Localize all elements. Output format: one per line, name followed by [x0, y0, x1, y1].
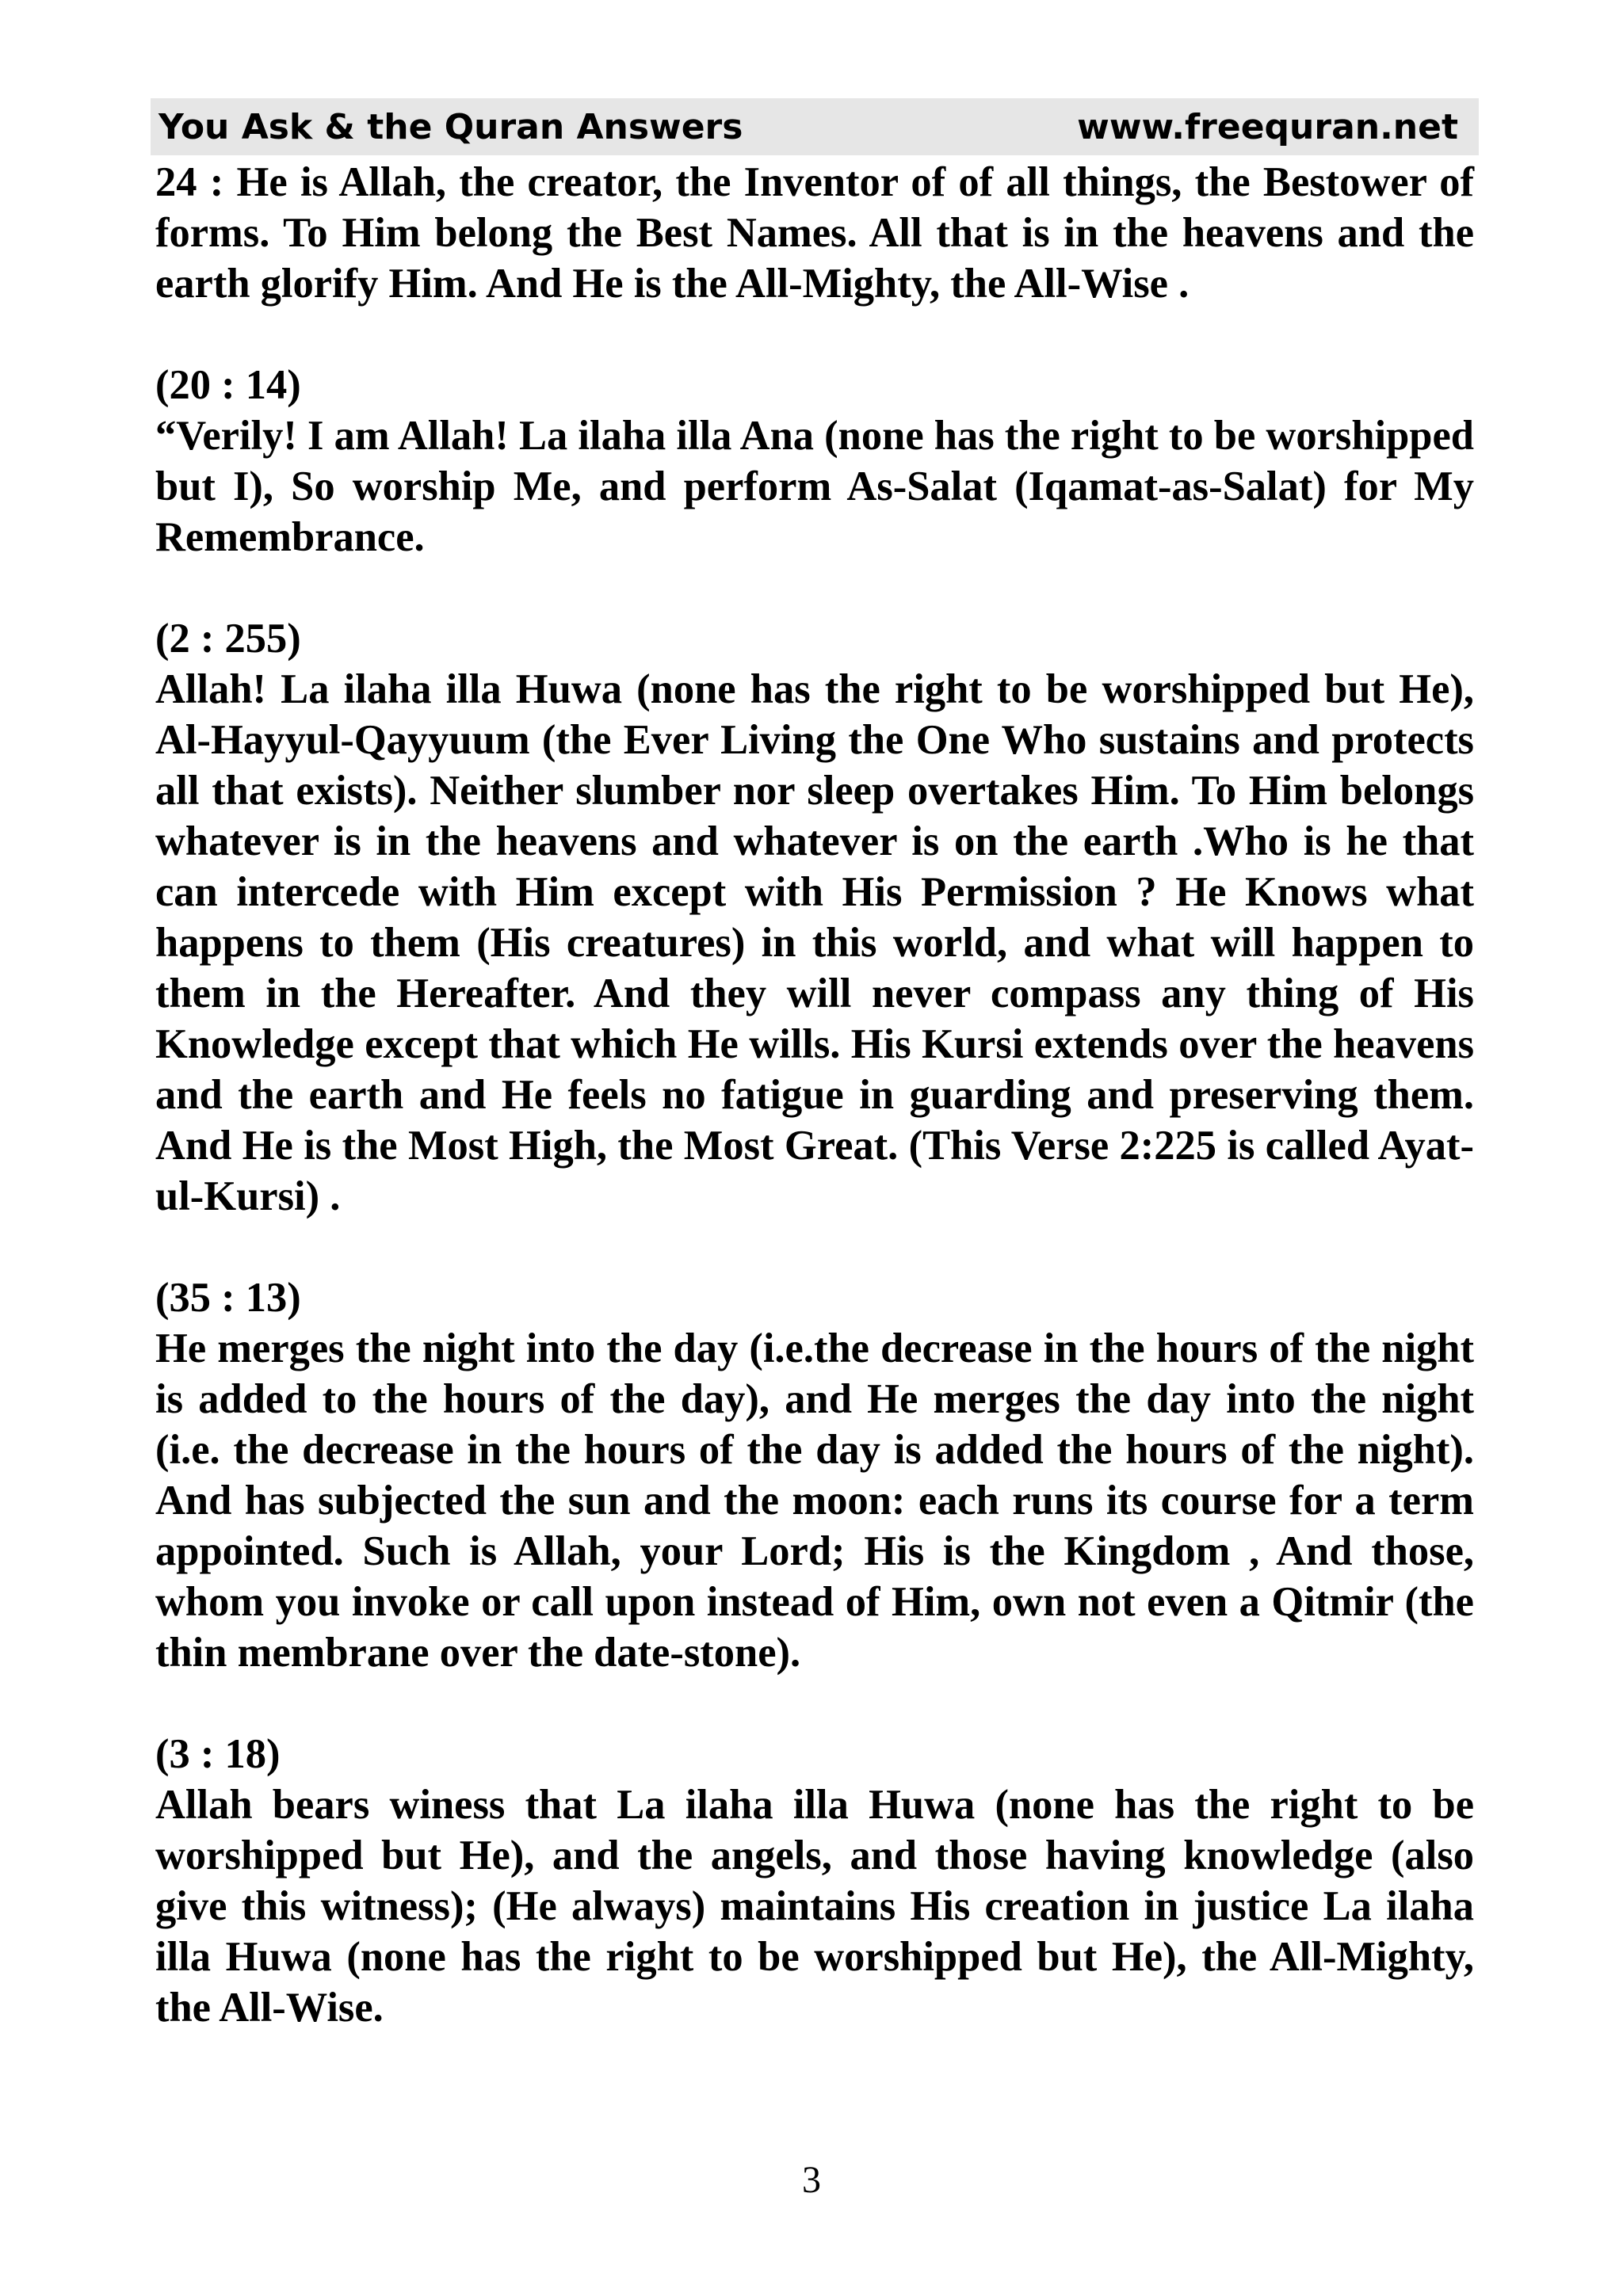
running-header [151, 98, 1479, 155]
page-content [155, 157, 1474, 2033]
verse-section [155, 613, 1474, 1222]
verse-reference: (35 : 13) [155, 1275, 301, 1321]
header-title: You Ask & the Quran Answers [158, 106, 743, 147]
verse-section [155, 360, 1474, 563]
header-url: www.freequran.net [1077, 106, 1458, 147]
verse-text: “Verily! I am Allah! La ilaha illa Ana (none has the right to be worshipped but I), So worship Me, and perform As-Salat (Iqamat-as-Salat) for My Remembrance. [155, 413, 1474, 560]
verse-section [155, 1729, 1474, 2033]
verse-reference: (3 : 18) [155, 1731, 281, 1777]
intro-verse-text: 24 : He is Allah, the creator, the Inventor of of all things, the Bestower of forms. To Him belong the Best Names. All that is in the heavens and the earth glorify Him. And He is the All-Mighty, the All-Wise . [155, 159, 1474, 307]
verse-text: Allah bears winess that La ilaha illa Huwa (none has the right to be worshipped but He), and the angels, and those having knowledge (also give this witness); (He always) maintains His creation in justice La ilaha illa Huwa (none has the right to be worshipped but He), the All-Mighty, the All-Wise. [155, 1782, 1474, 2031]
verse-reference: (2 : 255) [155, 616, 301, 662]
page-number: 3 [802, 2159, 821, 2201]
verse-text: Allah! La ilaha illa Huwa (none has the right to be worshipped but He), Al-Hayyul-Qayyuum (the Ever Living the One Who sustains and protects all that exists). Neither slumber nor sleep overtakes Him. To Him belongs whatever is in the heavens and whatever is on the earth .Who is he that can intercede with Him except with His Permission ? He Knows what happens to them (His creatures) in this world, and what will happen to them in the Hereafter. And they will never compass any thing of His Knowledge except that which He wills. His Kursi extends over the heavens and the earth and He feels no fatigue in guarding and preserving them. And He is the Most High, the Most Great. (This Verse 2:225 is called Ayat-ul-Kursi) . [155, 666, 1474, 1219]
verse-section [155, 1272, 1474, 1678]
verse-reference: (20 : 14) [155, 362, 301, 408]
verse-text: He merges the night into the day (i.e.the decrease in the hours of the night is added to the hours of the day), and He merges the day into the night (i.e. the decrease in the hours of the day is added the hours of the night). And has subjected the sun and the moon: each runs its course for a term appointed. Such is Allah, your Lord; His is the Kingdom , And those, whom you invoke or call upon instead of Him, own not even a Qitmir (the thin membrane over the date-stone). [155, 1325, 1474, 1676]
